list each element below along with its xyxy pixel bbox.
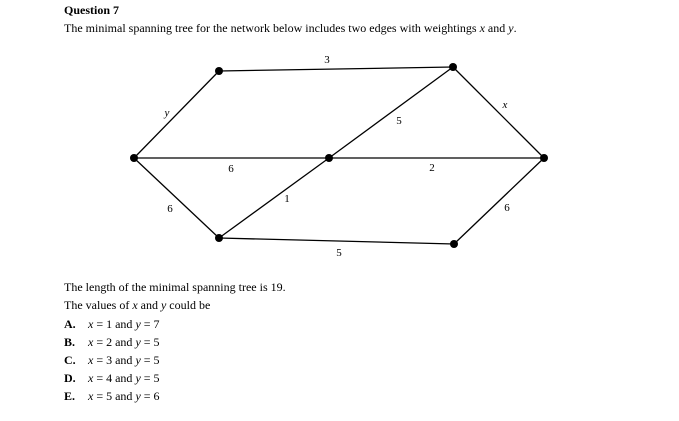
vertex-r bbox=[540, 154, 548, 162]
option-eq: = bbox=[93, 353, 107, 367]
edges bbox=[134, 67, 544, 244]
edge-weight-tl-tr: 3 bbox=[324, 54, 330, 66]
option-a[interactable] bbox=[64, 317, 160, 332]
edge-weight-l-tl: y bbox=[164, 107, 170, 119]
option-eq: = bbox=[140, 335, 154, 349]
option-var-x: x bbox=[88, 389, 94, 403]
edge-tr-r bbox=[453, 67, 544, 158]
edge-weight-c-r: 2 bbox=[429, 162, 435, 174]
edge-weight-l-c: 6 bbox=[228, 163, 234, 175]
option-x-value: 1 bbox=[106, 317, 113, 331]
option-x-value: 2 bbox=[106, 335, 113, 349]
option-var-y: y bbox=[135, 317, 141, 331]
edge-c-tr bbox=[329, 67, 453, 158]
option-letter: A. bbox=[64, 317, 76, 331]
vertices bbox=[130, 63, 548, 248]
edge-r-br bbox=[454, 158, 544, 244]
option-var-x: x bbox=[88, 371, 94, 385]
option-and: and bbox=[112, 353, 136, 367]
prompt-var-x: x bbox=[479, 21, 485, 35]
option-y-value: 5 bbox=[153, 353, 160, 367]
option-y-value: 7 bbox=[153, 317, 160, 331]
vertex-br bbox=[450, 240, 458, 248]
vertex-l bbox=[130, 154, 138, 162]
vertex-c bbox=[325, 154, 333, 162]
option-e[interactable] bbox=[64, 389, 160, 404]
option-var-x: x bbox=[88, 317, 94, 331]
option-x-value: 3 bbox=[106, 353, 113, 367]
option-eq: = bbox=[93, 335, 107, 349]
option-var-y: y bbox=[135, 353, 141, 367]
edge-tl-tr bbox=[219, 67, 453, 71]
option-x-value: 5 bbox=[106, 389, 113, 403]
option-eq: = bbox=[140, 353, 154, 367]
option-and: and bbox=[112, 335, 136, 349]
prompt-text-end: . bbox=[513, 21, 517, 35]
option-eq: = bbox=[140, 371, 154, 385]
option-and: and bbox=[112, 389, 136, 403]
question-title: Question 7 bbox=[64, 3, 120, 17]
option-and: and bbox=[112, 317, 136, 331]
option-and: and bbox=[112, 371, 136, 385]
option-b[interactable] bbox=[64, 335, 160, 350]
edge-weight-tr-r: x bbox=[502, 99, 508, 111]
prompt-text-1: The minimal spanning tree for the network below includes two edges with weightings bbox=[64, 21, 480, 35]
option-eq: = bbox=[140, 317, 154, 331]
option-eq: = bbox=[140, 389, 154, 403]
vertex-tr bbox=[449, 63, 457, 71]
option-x-value: 4 bbox=[106, 371, 113, 385]
option-var-y: y bbox=[135, 335, 141, 349]
edge-bl-br bbox=[219, 238, 454, 244]
option-y-value: 5 bbox=[153, 371, 160, 385]
edge-weight-bl-br: 5 bbox=[336, 247, 342, 259]
edge-labels bbox=[164, 54, 511, 259]
option-c[interactable] bbox=[64, 353, 160, 368]
option-y-value: 5 bbox=[153, 335, 160, 349]
values-var-y: y bbox=[160, 298, 167, 312]
vertex-tl bbox=[215, 67, 223, 75]
edge-weight-c-bl: 1 bbox=[284, 193, 290, 205]
option-eq: = bbox=[93, 371, 107, 385]
option-d[interactable] bbox=[64, 371, 160, 386]
edge-l-tl bbox=[134, 71, 219, 158]
option-var-x: x bbox=[88, 353, 94, 367]
option-eq: = bbox=[93, 389, 107, 403]
option-letter: E. bbox=[64, 389, 76, 403]
option-eq: = bbox=[93, 317, 107, 331]
edge-weight-c-tr: 5 bbox=[396, 115, 402, 127]
edge-weight-l-bl: 6 bbox=[167, 203, 173, 215]
prompt-text-and: and bbox=[484, 21, 509, 35]
option-var-x: x bbox=[88, 335, 94, 349]
edge-c-bl bbox=[219, 158, 329, 238]
values-and: and bbox=[137, 298, 161, 312]
option-var-y: y bbox=[135, 389, 141, 403]
values-var-x: x bbox=[132, 298, 138, 312]
option-y-value: 6 bbox=[153, 389, 160, 403]
option-letter: D. bbox=[64, 371, 76, 385]
mst-length-statement: The length of the minimal spanning tree is 19. bbox=[64, 280, 286, 294]
values-prefix: The values of bbox=[64, 298, 133, 312]
option-letter: B. bbox=[64, 335, 76, 349]
values-suffix: could be bbox=[166, 298, 211, 312]
option-var-y: y bbox=[135, 371, 141, 385]
values-statement bbox=[64, 298, 210, 313]
option-letter: C. bbox=[64, 353, 76, 367]
vertex-bl bbox=[215, 234, 223, 242]
edge-weight-r-br: 6 bbox=[504, 202, 510, 214]
prompt-var-y: y bbox=[508, 21, 514, 35]
edge-l-bl bbox=[134, 158, 219, 238]
